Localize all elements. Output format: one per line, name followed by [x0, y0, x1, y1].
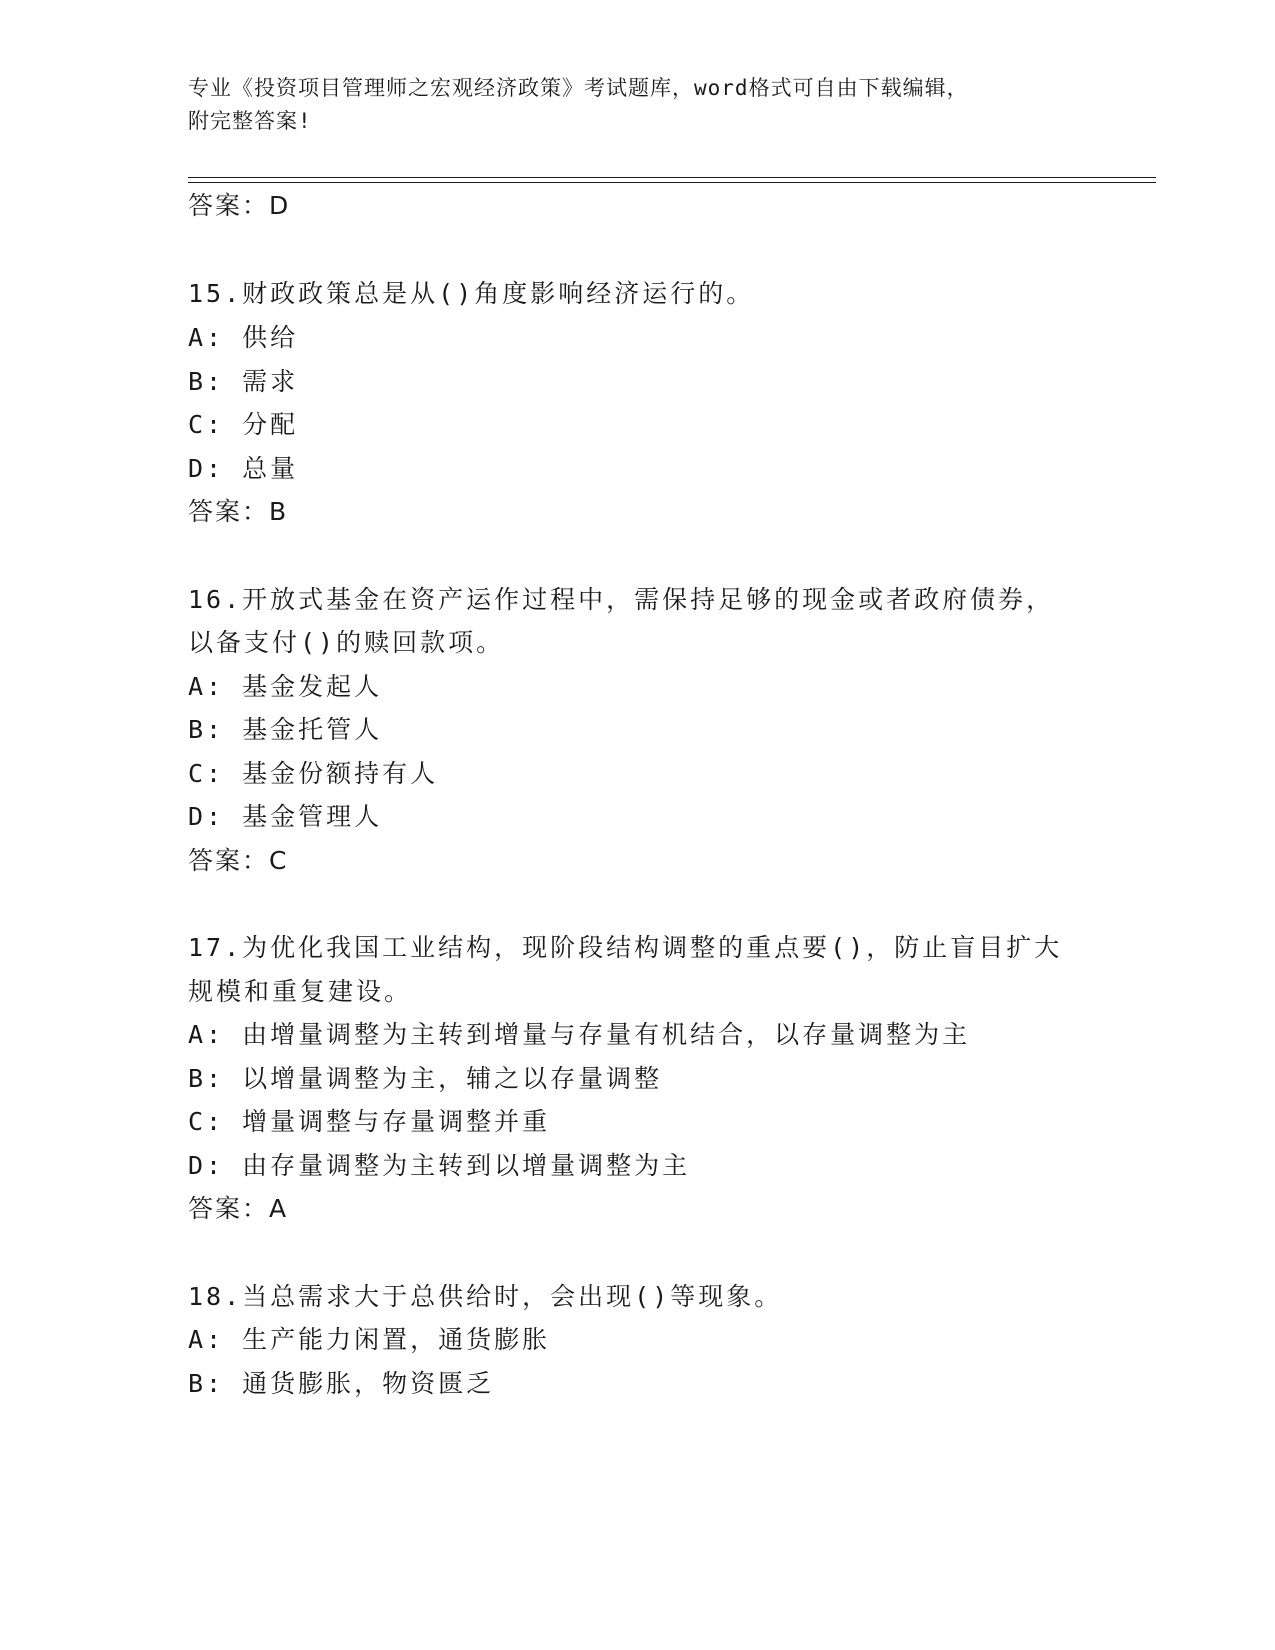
header-divider-top: [188, 177, 1156, 178]
question-stem: 18.当总需求大于总供给时，会出现()等现象。: [188, 1282, 783, 1311]
option-b: B: 需求: [188, 367, 299, 396]
answer-line: 答案：A: [188, 1194, 289, 1223]
question-stem-cont: 以备支付()的赎回款项。: [188, 628, 505, 657]
answer-line: 答案：D: [188, 191, 291, 220]
option-a: A: 由增量调整为主转到增量与存量有机结合，以存量调整为主: [188, 1020, 971, 1049]
question-stem-cont: 规模和重复建设。: [188, 977, 413, 1006]
option-b: B: 通货膨胀，物资匮乏: [188, 1369, 495, 1398]
option-c: C: 增量调整与存量调整并重: [188, 1107, 551, 1136]
option-a: A: 生产能力闲置，通货膨胀: [188, 1325, 551, 1354]
option-d: D: 由存量调整为主转到以增量调整为主: [188, 1151, 691, 1180]
question-stem: 16.开放式基金在资产运作过程中，需保持足够的现金或者政府债券，: [188, 585, 1055, 614]
option-c: C: 基金份额持有人: [188, 759, 439, 788]
option-b: B: 基金托管人: [188, 715, 383, 744]
question-stem: 17.为优化我国工业结构，现阶段结构调整的重点要()，防止盲目扩大: [188, 933, 1063, 962]
answer-line: 答案：C: [188, 846, 289, 875]
answer-line: 答案：B: [188, 497, 289, 526]
header-line-1: 专业《投资项目管理师之宏观经济政策》考试题库，word格式可自由下载编辑，: [188, 76, 969, 100]
header-divider-bottom: [188, 182, 1156, 183]
question-stem: 15.财政政策总是从()角度影响经济运行的。: [188, 279, 755, 308]
option-c: C: 分配: [188, 410, 299, 439]
option-d: D: 基金管理人: [188, 802, 383, 831]
option-d: D: 总量: [188, 454, 299, 483]
header-line-2: 附完整答案!: [188, 109, 312, 133]
document-header: [188, 72, 1088, 138]
option-a: A: 基金发起人: [188, 672, 383, 701]
option-b: B: 以增量调整为主，辅之以存量调整: [188, 1064, 663, 1093]
option-a: A: 供给: [188, 323, 299, 352]
